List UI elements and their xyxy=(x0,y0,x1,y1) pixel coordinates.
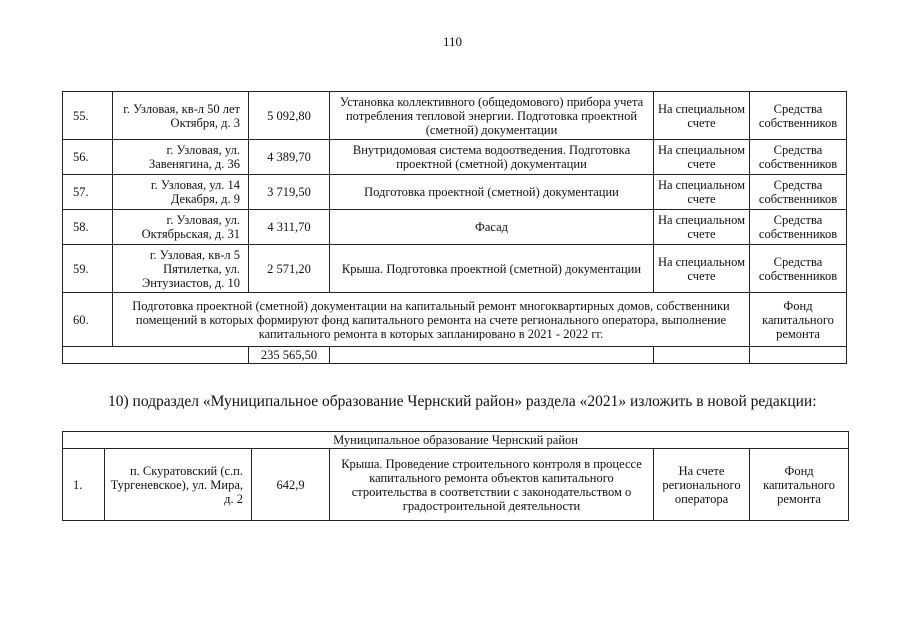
row-cost: 5 092,80 xyxy=(249,92,330,140)
row-cost: 2 571,20 xyxy=(249,245,330,293)
table-row xyxy=(63,92,847,140)
total-blank xyxy=(330,347,654,364)
page-number: 110 xyxy=(442,34,463,49)
row-source: Фонд капитального ремонта xyxy=(750,293,847,347)
row-work: Установка коллективного (общедомового) прибора учета потребления тепловой энергии. Подготовка проектной (сметной) документации xyxy=(330,92,654,140)
table-row xyxy=(63,210,847,245)
table-row xyxy=(63,245,847,293)
table-row xyxy=(63,140,847,175)
row-work: Крыша. Подготовка проектной (сметной) документации xyxy=(330,245,654,293)
table-header: Муниципальное образование Чернский район xyxy=(63,432,849,449)
total-blank xyxy=(750,347,847,364)
row-source: Средства собственников xyxy=(750,175,847,210)
row-number: 55. xyxy=(63,92,113,140)
row-work: Подготовка проектной (сметной) документации xyxy=(330,175,654,210)
row-number: 1. xyxy=(63,449,105,521)
row-source: Средства собственников xyxy=(750,92,847,140)
row-cost: 4 389,70 xyxy=(249,140,330,175)
row-address: г. Узловая, ул. Завенягина, д. 36 xyxy=(113,140,249,175)
row-source: Фонд капитального ремонта xyxy=(750,449,849,521)
row-cost: 3 719,50 xyxy=(249,175,330,210)
row-cost: 642,9 xyxy=(252,449,330,521)
section-paragraph: 10) подраздел «Муниципальное образование Чернский район» раздела «2021» изложить в новой редакции: xyxy=(108,393,817,410)
total-blank xyxy=(63,347,249,364)
row-number: 57. xyxy=(63,175,113,210)
table-row xyxy=(63,175,847,210)
row-description: Подготовка проектной (сметной) документации на капитальный ремонт многоквартирных домов, собственники помещений в которых формируют фонд капитального ремонта на счете регионального оператора, выполнение капитального ремонта в которых запланировано в 2021 - 2022 гг. xyxy=(113,293,750,347)
row-number: 60. xyxy=(63,293,113,347)
row-address: г. Узловая, ул. Октябрьская, д. 31 xyxy=(113,210,249,245)
row-number: 56. xyxy=(63,140,113,175)
chernsky-table xyxy=(62,431,849,521)
row-source: Средства собственников xyxy=(750,210,847,245)
table-row xyxy=(63,449,849,521)
row-address: г. Узловая, ул. 14 Декабря, д. 9 xyxy=(113,175,249,210)
row-cost: 4 311,70 xyxy=(249,210,330,245)
row-work: Внутридомовая система водоотведения. Подготовка проектной (сметной) документации xyxy=(330,140,654,175)
works-table xyxy=(62,91,847,364)
row-number: 59. xyxy=(63,245,113,293)
row-number: 58. xyxy=(63,210,113,245)
row-account: На специальном счете xyxy=(654,140,750,175)
row-address: г. Узловая, кв-л 5 Пятилетка, ул. Энтузиастов, д. 10 xyxy=(113,245,249,293)
total-blank xyxy=(654,347,750,364)
table-header-row xyxy=(63,432,849,449)
total-row xyxy=(63,347,847,364)
row-source: Средства собственников xyxy=(750,140,847,175)
row-account: На счете регионального оператора xyxy=(654,449,750,521)
row-work: Фасад xyxy=(330,210,654,245)
row-account: На специальном счете xyxy=(654,245,750,293)
total-cost: 235 565,50 xyxy=(249,347,330,364)
row-source: Средства собственников xyxy=(750,245,847,293)
row-address: г. Узловая, кв-л 50 лет Октября, д. 3 xyxy=(113,92,249,140)
table-row xyxy=(63,293,847,347)
row-work: Крыша. Проведение строительного контроля в процессе капитального ремонта объектов капитального строительства в соответствии с законодательством о градостроительной деятельности xyxy=(330,449,654,521)
row-address: п. Скуратовский (с.п. Тургеневское), ул. Мира, д. 2 xyxy=(105,449,252,521)
row-account: На специальном счете xyxy=(654,210,750,245)
row-account: На специальном счете xyxy=(654,92,750,140)
row-account: На специальном счете xyxy=(654,175,750,210)
